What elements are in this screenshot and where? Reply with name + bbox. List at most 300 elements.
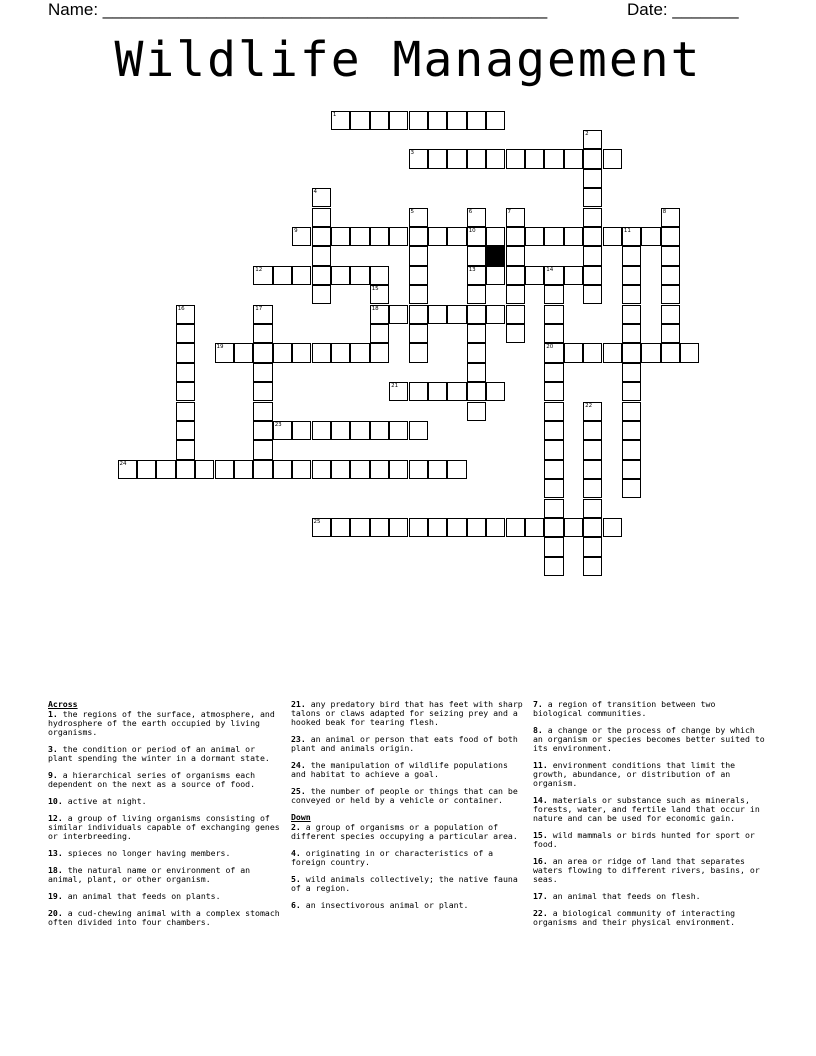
grid-cell[interactable] (467, 324, 486, 343)
grid-cell[interactable] (389, 227, 408, 246)
grid-cell[interactable] (234, 343, 253, 362)
clue (533, 831, 769, 849)
grid-cell[interactable] (544, 440, 563, 459)
grid-cell[interactable] (447, 460, 466, 479)
grid-cell[interactable] (273, 266, 292, 285)
page-title: Wildlife Management (114, 32, 702, 88)
grid-cell[interactable] (544, 537, 563, 556)
clue-number: 4 (313, 189, 317, 196)
grid-cell[interactable] (215, 460, 234, 479)
grid-cell[interactable] (467, 343, 486, 362)
grid-cell[interactable] (176, 382, 195, 401)
clue-number: 18 (371, 305, 379, 312)
clue (291, 700, 527, 727)
grid-cell[interactable] (486, 149, 505, 168)
grid-cell[interactable] (564, 266, 583, 285)
clue-text: the regions of the surface, atmosphere, and hydrosphere of the earth occupied by living organisms. (48, 709, 275, 737)
grid-cell[interactable] (409, 343, 428, 362)
grid-cell[interactable] (506, 208, 525, 227)
clue-text: wild animals collectively; the native fauna of a region. (291, 874, 518, 893)
grid-cell[interactable] (389, 382, 408, 401)
clue-label: 3. (48, 744, 58, 754)
grid-cell[interactable] (622, 285, 641, 304)
grid-cell[interactable] (583, 499, 602, 518)
clue-text: a region of transition between two biological communities. (533, 699, 716, 718)
grid-cell[interactable] (312, 188, 331, 207)
grid-cell[interactable] (583, 343, 602, 362)
grid-cell[interactable] (370, 518, 389, 537)
grid-cell[interactable] (253, 266, 272, 285)
grid-cell[interactable] (467, 246, 486, 265)
grid-cell[interactable] (564, 343, 583, 362)
clue-text: an insectivorous animal or plant. (300, 900, 469, 910)
clue (291, 849, 527, 867)
grid-cell[interactable] (409, 421, 428, 440)
grid-cell[interactable] (661, 305, 680, 324)
grid-cell[interactable] (350, 518, 369, 537)
grid-cell[interactable] (467, 285, 486, 304)
clue (48, 745, 284, 763)
grid-cell[interactable] (583, 557, 602, 576)
grid-cell[interactable] (486, 305, 505, 324)
grid-cell[interactable] (486, 266, 505, 285)
grid-cell[interactable] (331, 343, 350, 362)
grid-cell[interactable] (467, 363, 486, 382)
grid-cell[interactable] (467, 227, 486, 246)
clue-text: spieces no longer having members. (62, 848, 231, 858)
grid-cell[interactable] (312, 421, 331, 440)
grid-cell[interactable] (583, 227, 602, 246)
clue-label: 21. (291, 699, 306, 709)
grid-cell[interactable] (544, 557, 563, 576)
grid-cell[interactable] (312, 518, 331, 537)
grid-cell[interactable] (331, 518, 350, 537)
grid-cell[interactable] (467, 518, 486, 537)
grid-cell[interactable] (215, 343, 234, 362)
clue-text: a group of organisms or a population of different species occupying a particular area. (291, 822, 518, 841)
grid-cell[interactable] (506, 285, 525, 304)
clue-text: the condition or period of an animal or plant spending the winter in a dormant state. (48, 744, 270, 763)
grid-cell[interactable] (544, 518, 563, 537)
grid-cell[interactable] (603, 343, 622, 362)
grid-cell[interactable] (641, 343, 660, 362)
clue (533, 700, 769, 718)
grid-cell[interactable] (176, 421, 195, 440)
grid-cell[interactable] (370, 266, 389, 285)
across-heading: Across (48, 699, 78, 709)
grid-cell[interactable] (506, 305, 525, 324)
clue-label: 17. (533, 891, 548, 901)
clue-number: 17 (255, 305, 263, 312)
grid-cell[interactable] (428, 382, 447, 401)
grid-cell[interactable] (253, 421, 272, 440)
grid-cell[interactable] (544, 479, 563, 498)
clue-label: 9. (48, 770, 58, 780)
grid-cell[interactable] (409, 382, 428, 401)
grid-cell[interactable] (253, 460, 272, 479)
grid-cell[interactable] (661, 227, 680, 246)
grid-cell[interactable] (292, 343, 311, 362)
grid-cell[interactable] (370, 460, 389, 479)
grid-cell[interactable] (447, 382, 466, 401)
grid-cell[interactable] (544, 460, 563, 479)
grid-cell[interactable] (622, 479, 641, 498)
clue (533, 892, 769, 901)
grid-cell[interactable] (622, 343, 641, 362)
clue-label: 23. (291, 734, 306, 744)
grid-cell[interactable] (409, 208, 428, 227)
grid-cell[interactable] (176, 402, 195, 421)
grid-cell[interactable] (486, 382, 505, 401)
clues-column-1 (48, 700, 284, 935)
grid-cell[interactable] (583, 149, 602, 168)
grid-cell[interactable] (312, 460, 331, 479)
clue-label: 22. (533, 908, 548, 918)
clue (291, 787, 527, 805)
grid-cell[interactable] (409, 149, 428, 168)
grid-cell[interactable] (292, 266, 311, 285)
grid-cell[interactable] (331, 227, 350, 246)
clue-text: materials or substance such as minerals, forests, water, and fertile land that occur in nature and can be used for economic gain. (533, 795, 760, 823)
grid-cell[interactable] (312, 227, 331, 246)
grid-cell[interactable] (544, 305, 563, 324)
clue-label: 18. (48, 865, 63, 875)
grid-cell[interactable] (389, 111, 408, 130)
grid-cell[interactable] (603, 227, 622, 246)
clue-text: the manipulation of wildlife populations and habitat to achieve a goal. (291, 760, 508, 779)
clue-text: the natural name or environment of an animal, plant, or other organism. (48, 865, 251, 884)
grid-cell[interactable] (389, 305, 408, 324)
grid-cell[interactable] (195, 460, 214, 479)
grid-cell[interactable] (506, 518, 525, 537)
grid-cell[interactable] (253, 363, 272, 382)
grid-cell[interactable] (137, 460, 156, 479)
clue-number: 16 (177, 305, 185, 312)
grid-cell[interactable] (622, 305, 641, 324)
clue-number: 14 (546, 266, 554, 273)
grid-cell[interactable] (583, 421, 602, 440)
grid-cell[interactable] (603, 149, 622, 168)
grid-cell[interactable] (583, 479, 602, 498)
grid-cell[interactable] (292, 421, 311, 440)
grid-cell[interactable] (583, 440, 602, 459)
grid-cell[interactable] (661, 285, 680, 304)
grid-cell[interactable] (544, 402, 563, 421)
clue-label: 4. (291, 848, 301, 858)
grid-cell[interactable] (583, 130, 602, 149)
grid-cell[interactable] (428, 460, 447, 479)
clue-number: 20 (546, 344, 554, 351)
clue-number: 1 (332, 111, 337, 118)
grid-cell[interactable] (350, 227, 369, 246)
grid-cell[interactable] (292, 227, 311, 246)
grid-cell[interactable] (603, 518, 622, 537)
grid-cell[interactable] (506, 227, 525, 246)
clue-text: the number of people or things that can be conveyed or held by a vehicle or container. (291, 786, 518, 805)
grid-cell[interactable] (409, 227, 428, 246)
clue (291, 901, 527, 910)
grid-cell[interactable] (273, 460, 292, 479)
clue (48, 771, 284, 789)
grid-cell[interactable] (525, 227, 544, 246)
grid-cell[interactable] (583, 188, 602, 207)
grid-cell[interactable] (622, 324, 641, 343)
grid-cell[interactable] (467, 111, 486, 130)
grid-cell[interactable] (312, 246, 331, 265)
grid-cell[interactable] (389, 460, 408, 479)
grid-cell[interactable] (350, 111, 369, 130)
clue-text: a biological community of interacting organisms and their physical environment. (533, 908, 736, 927)
grid-cell[interactable] (622, 402, 641, 421)
grid-cell[interactable] (273, 343, 292, 362)
clue-number: 15 (371, 286, 379, 293)
grid-cell[interactable] (544, 266, 563, 285)
grid-cell[interactable] (370, 343, 389, 362)
clue-text: a cud-chewing animal with a complex stomach often divided into four chambers. (48, 908, 280, 927)
clue-number: 11 (623, 227, 631, 234)
clue-text: a change or the process of change by which an organism or species becomes better suited to its environment. (533, 725, 765, 753)
clue (533, 909, 769, 927)
grid-cell[interactable] (544, 343, 563, 362)
grid-cell[interactable] (370, 285, 389, 304)
grid-cell[interactable] (370, 111, 389, 130)
grid-cell[interactable] (467, 305, 486, 324)
grid-cell[interactable] (253, 440, 272, 459)
grid-cell[interactable] (544, 421, 563, 440)
grid-cell[interactable] (544, 149, 563, 168)
grid-cell[interactable] (467, 149, 486, 168)
grid-cell[interactable] (389, 421, 408, 440)
grid-cell[interactable] (350, 421, 369, 440)
grid-cell[interactable] (176, 460, 195, 479)
clue-label: 16. (533, 856, 548, 866)
grid-cell[interactable] (312, 208, 331, 227)
grid-cell[interactable] (312, 285, 331, 304)
grid-cell[interactable] (622, 460, 641, 479)
grid-cell[interactable] (661, 266, 680, 285)
grid-cell[interactable] (409, 518, 428, 537)
clue-number: 12 (255, 266, 263, 273)
grid-cell[interactable] (428, 227, 447, 246)
grid-cell[interactable] (486, 227, 505, 246)
grid-cell[interactable] (564, 149, 583, 168)
grid-cell[interactable] (331, 421, 350, 440)
grid-cell[interactable] (234, 460, 253, 479)
grid-cell[interactable] (467, 208, 486, 227)
clue (291, 735, 527, 753)
grid-cell[interactable] (312, 266, 331, 285)
grid-cell[interactable] (583, 402, 602, 421)
grid-cell[interactable] (428, 518, 447, 537)
grid-cell[interactable] (253, 343, 272, 362)
clue-label: 25. (291, 786, 306, 796)
grid-cell[interactable] (409, 460, 428, 479)
clue-label: 5. (291, 874, 301, 884)
name-line[interactable]: _______________________________________________ (102, 0, 548, 19)
date-label: Date: (627, 0, 673, 19)
grid-cell[interactable] (370, 305, 389, 324)
grid-cell[interactable] (467, 382, 486, 401)
grid-cell[interactable] (409, 111, 428, 130)
grid-cell[interactable] (622, 246, 641, 265)
grid-cell[interactable] (253, 402, 272, 421)
clue-number: 8 (662, 208, 667, 215)
grid-cell[interactable] (622, 440, 641, 459)
clue-text: environment conditions that limit the growth, abundance, or distribution of an organism. (533, 760, 736, 788)
grid-cell[interactable] (331, 266, 350, 285)
grid-cell[interactable] (641, 227, 660, 246)
grid-cell[interactable] (176, 343, 195, 362)
clue-number: 21 (391, 383, 399, 390)
grid-cell[interactable] (176, 324, 195, 343)
grid-cell[interactable] (506, 266, 525, 285)
grid-cell[interactable] (525, 149, 544, 168)
grid-cell[interactable] (409, 266, 428, 285)
grid-cell[interactable] (564, 227, 583, 246)
grid-cell[interactable] (292, 460, 311, 479)
grid-cell[interactable] (467, 266, 486, 285)
grid-cell[interactable] (525, 266, 544, 285)
grid-cell[interactable] (544, 499, 563, 518)
clue-number: 7 (507, 208, 511, 215)
clue-text: a group of living organisms consisting of similar individuals capable of exchanging genes or interbreeding. (48, 813, 280, 841)
clues-column-2 (291, 700, 527, 918)
grid-cell[interactable] (447, 305, 466, 324)
clue-number: 24 (119, 460, 127, 467)
grid-cell[interactable] (370, 324, 389, 343)
clue-number: 25 (313, 518, 321, 525)
grid-cell[interactable] (447, 518, 466, 537)
clue (291, 761, 527, 779)
grid-cell[interactable] (661, 208, 680, 227)
grid-cell[interactable] (661, 324, 680, 343)
grid-cell[interactable] (253, 305, 272, 324)
grid-cell[interactable] (370, 227, 389, 246)
grid-cell[interactable] (622, 421, 641, 440)
grid-cell[interactable] (661, 343, 680, 362)
grid-cell[interactable] (583, 518, 602, 537)
grid-cell[interactable] (583, 285, 602, 304)
grid-cell[interactable] (409, 285, 428, 304)
grid-cell[interactable] (312, 343, 331, 362)
grid-cell[interactable] (583, 208, 602, 227)
grid-cell[interactable] (447, 149, 466, 168)
grid-cell[interactable] (544, 324, 563, 343)
grid-cell[interactable] (118, 460, 137, 479)
grid-cell[interactable] (680, 343, 699, 362)
grid-cell[interactable] (409, 246, 428, 265)
grid-cell[interactable] (447, 227, 466, 246)
grid-cell[interactable] (428, 149, 447, 168)
grid-cell[interactable] (583, 460, 602, 479)
grid-cell[interactable] (350, 460, 369, 479)
clue (48, 814, 284, 841)
clue-label: 10. (48, 796, 63, 806)
clue-text: active at night. (62, 796, 147, 806)
grid-cell[interactable] (622, 382, 641, 401)
clue (291, 875, 527, 893)
clue-text: wild mammals or birds hunted for sport or food. (533, 830, 755, 849)
grid-cell[interactable] (428, 111, 447, 130)
grid-cell[interactable] (506, 149, 525, 168)
grid-cell[interactable] (622, 363, 641, 382)
grid-cell[interactable] (331, 111, 350, 130)
clue-number: 22 (585, 402, 593, 409)
grid-cell[interactable] (350, 266, 369, 285)
grid-cell[interactable] (409, 305, 428, 324)
grid-cell[interactable] (156, 460, 175, 479)
clue (291, 823, 527, 841)
grid-cell[interactable] (389, 518, 408, 537)
grid-cell[interactable] (467, 402, 486, 421)
clue (48, 710, 284, 737)
grid-cell[interactable] (583, 537, 602, 556)
clue (533, 796, 769, 823)
grid-cell[interactable] (486, 518, 505, 537)
clue-text: an animal or person that eats food of both plant and animals origin. (291, 734, 518, 753)
clue-text: any predatory bird that has feet with sharp talons or claws adapted for seizing prey and a hooked beak for tearing flesh. (291, 699, 523, 727)
grid-cell[interactable] (661, 246, 680, 265)
clue-text: an area or ridge of land that separates waters flowing to different rivers, basins, or seas. (533, 856, 760, 884)
grid-cell[interactable] (176, 363, 195, 382)
clue (48, 797, 284, 806)
clue-text: an animal that feeds on plants. (62, 891, 221, 901)
grid-cell[interactable] (331, 460, 350, 479)
grid-cell[interactable] (486, 111, 505, 130)
grid-cell[interactable] (622, 227, 641, 246)
grid-cell[interactable] (176, 305, 195, 324)
clue (48, 909, 284, 927)
clue-label: 24. (291, 760, 306, 770)
grid-cell[interactable] (506, 246, 525, 265)
grid-cell[interactable] (273, 421, 292, 440)
grid-cell[interactable] (544, 382, 563, 401)
grid-cell[interactable] (253, 382, 272, 401)
down-heading: Down (291, 812, 311, 822)
clue-number: 6 (468, 208, 473, 215)
grid-cell[interactable] (350, 343, 369, 362)
grid-cell[interactable] (525, 518, 544, 537)
clue-text: originating in or characteristics of a foreign country. (291, 848, 494, 867)
grid-cell[interactable] (583, 169, 602, 188)
grid-cell[interactable] (544, 227, 563, 246)
grid-cell[interactable] (253, 324, 272, 343)
name-label: Name: (48, 0, 103, 19)
black-cell (486, 246, 505, 265)
grid-cell[interactable] (544, 363, 563, 382)
grid-cell[interactable] (428, 305, 447, 324)
clue-number: 19 (216, 344, 224, 351)
clue-number: 9 (294, 227, 298, 234)
clue-label: 19. (48, 891, 63, 901)
grid-cell[interactable] (447, 111, 466, 130)
clue-text: an animal that feeds on flesh. (547, 891, 701, 901)
date-line[interactable]: _______ (672, 0, 739, 19)
clue-label: 13. (48, 848, 63, 858)
clue (48, 892, 284, 901)
grid-cell[interactable] (583, 266, 602, 285)
grid-cell[interactable] (370, 421, 389, 440)
grid-cell[interactable] (564, 518, 583, 537)
grid-cell[interactable] (544, 285, 563, 304)
grid-cell[interactable] (506, 324, 525, 343)
clue-label: 7. (533, 699, 543, 709)
grid-cell[interactable] (409, 324, 428, 343)
grid-cell[interactable] (583, 246, 602, 265)
grid-cell[interactable] (176, 440, 195, 459)
clue-number: 3 (410, 150, 414, 157)
grid-cell[interactable] (622, 266, 641, 285)
